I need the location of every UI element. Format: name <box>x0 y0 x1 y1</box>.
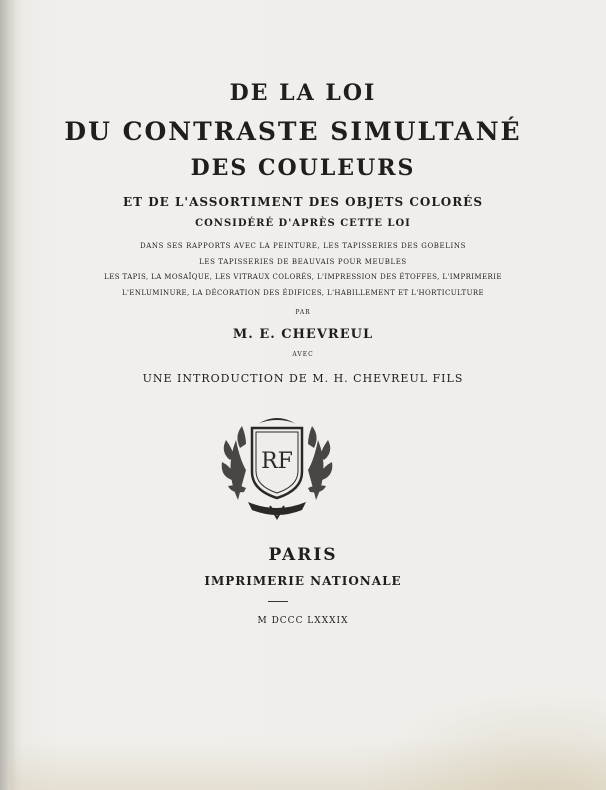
emblem-monogram: RF <box>261 449 293 474</box>
imprint-city: PARIS <box>268 545 338 565</box>
water-stain-bottom <box>10 740 606 790</box>
title-line-2: DU CONTRASTE SIMULTANÉ <box>64 117 522 146</box>
subject-line: DANS SES RAPPORTS AVEC LA PEINTURE, LES TAPISSERIES DES GOBELINS <box>140 242 466 250</box>
republic-wreath-emblem-icon <box>218 410 336 522</box>
avec-label: AVEC <box>292 351 314 358</box>
par-label: PAR <box>295 309 311 316</box>
title-line-5: CONSIDÉRÉ D'APRÈS CETTE LOI <box>195 218 411 229</box>
imprint-printer: IMPRIMERIE NATIONALE <box>204 574 402 588</box>
subject-line: LES TAPISSERIES DE BEAUVAIS POUR MEUBLES <box>199 258 407 266</box>
title-line-3: DES COULEURS <box>190 155 416 181</box>
introduction-line: UNE INTRODUCTION DE M. H. CHEVREUL FILS <box>142 372 464 385</box>
imprint-year: M DCCC LXXXIX <box>257 616 349 626</box>
subject-line: LES TAPIS, LA MOSAÏQUE, LES VITRAUX COLORÉS, L'IMPRESSION DES ÉTOFFES, L'IMPRIMERIE <box>104 273 502 281</box>
title-line-4: ET DE L'ASSORTIMENT DES OBJETS COLORÉS <box>122 195 483 209</box>
author-name: M. E. CHEVREUL <box>232 327 374 342</box>
title-line-1: DE LA LOI <box>229 80 377 106</box>
divider-rule <box>268 601 288 602</box>
subject-line: L'ENLUMINURE, LA DÉCORATION DES ÉDIFICES, L'HABILLEMENT ET L'HORTICULTURE <box>121 289 485 297</box>
